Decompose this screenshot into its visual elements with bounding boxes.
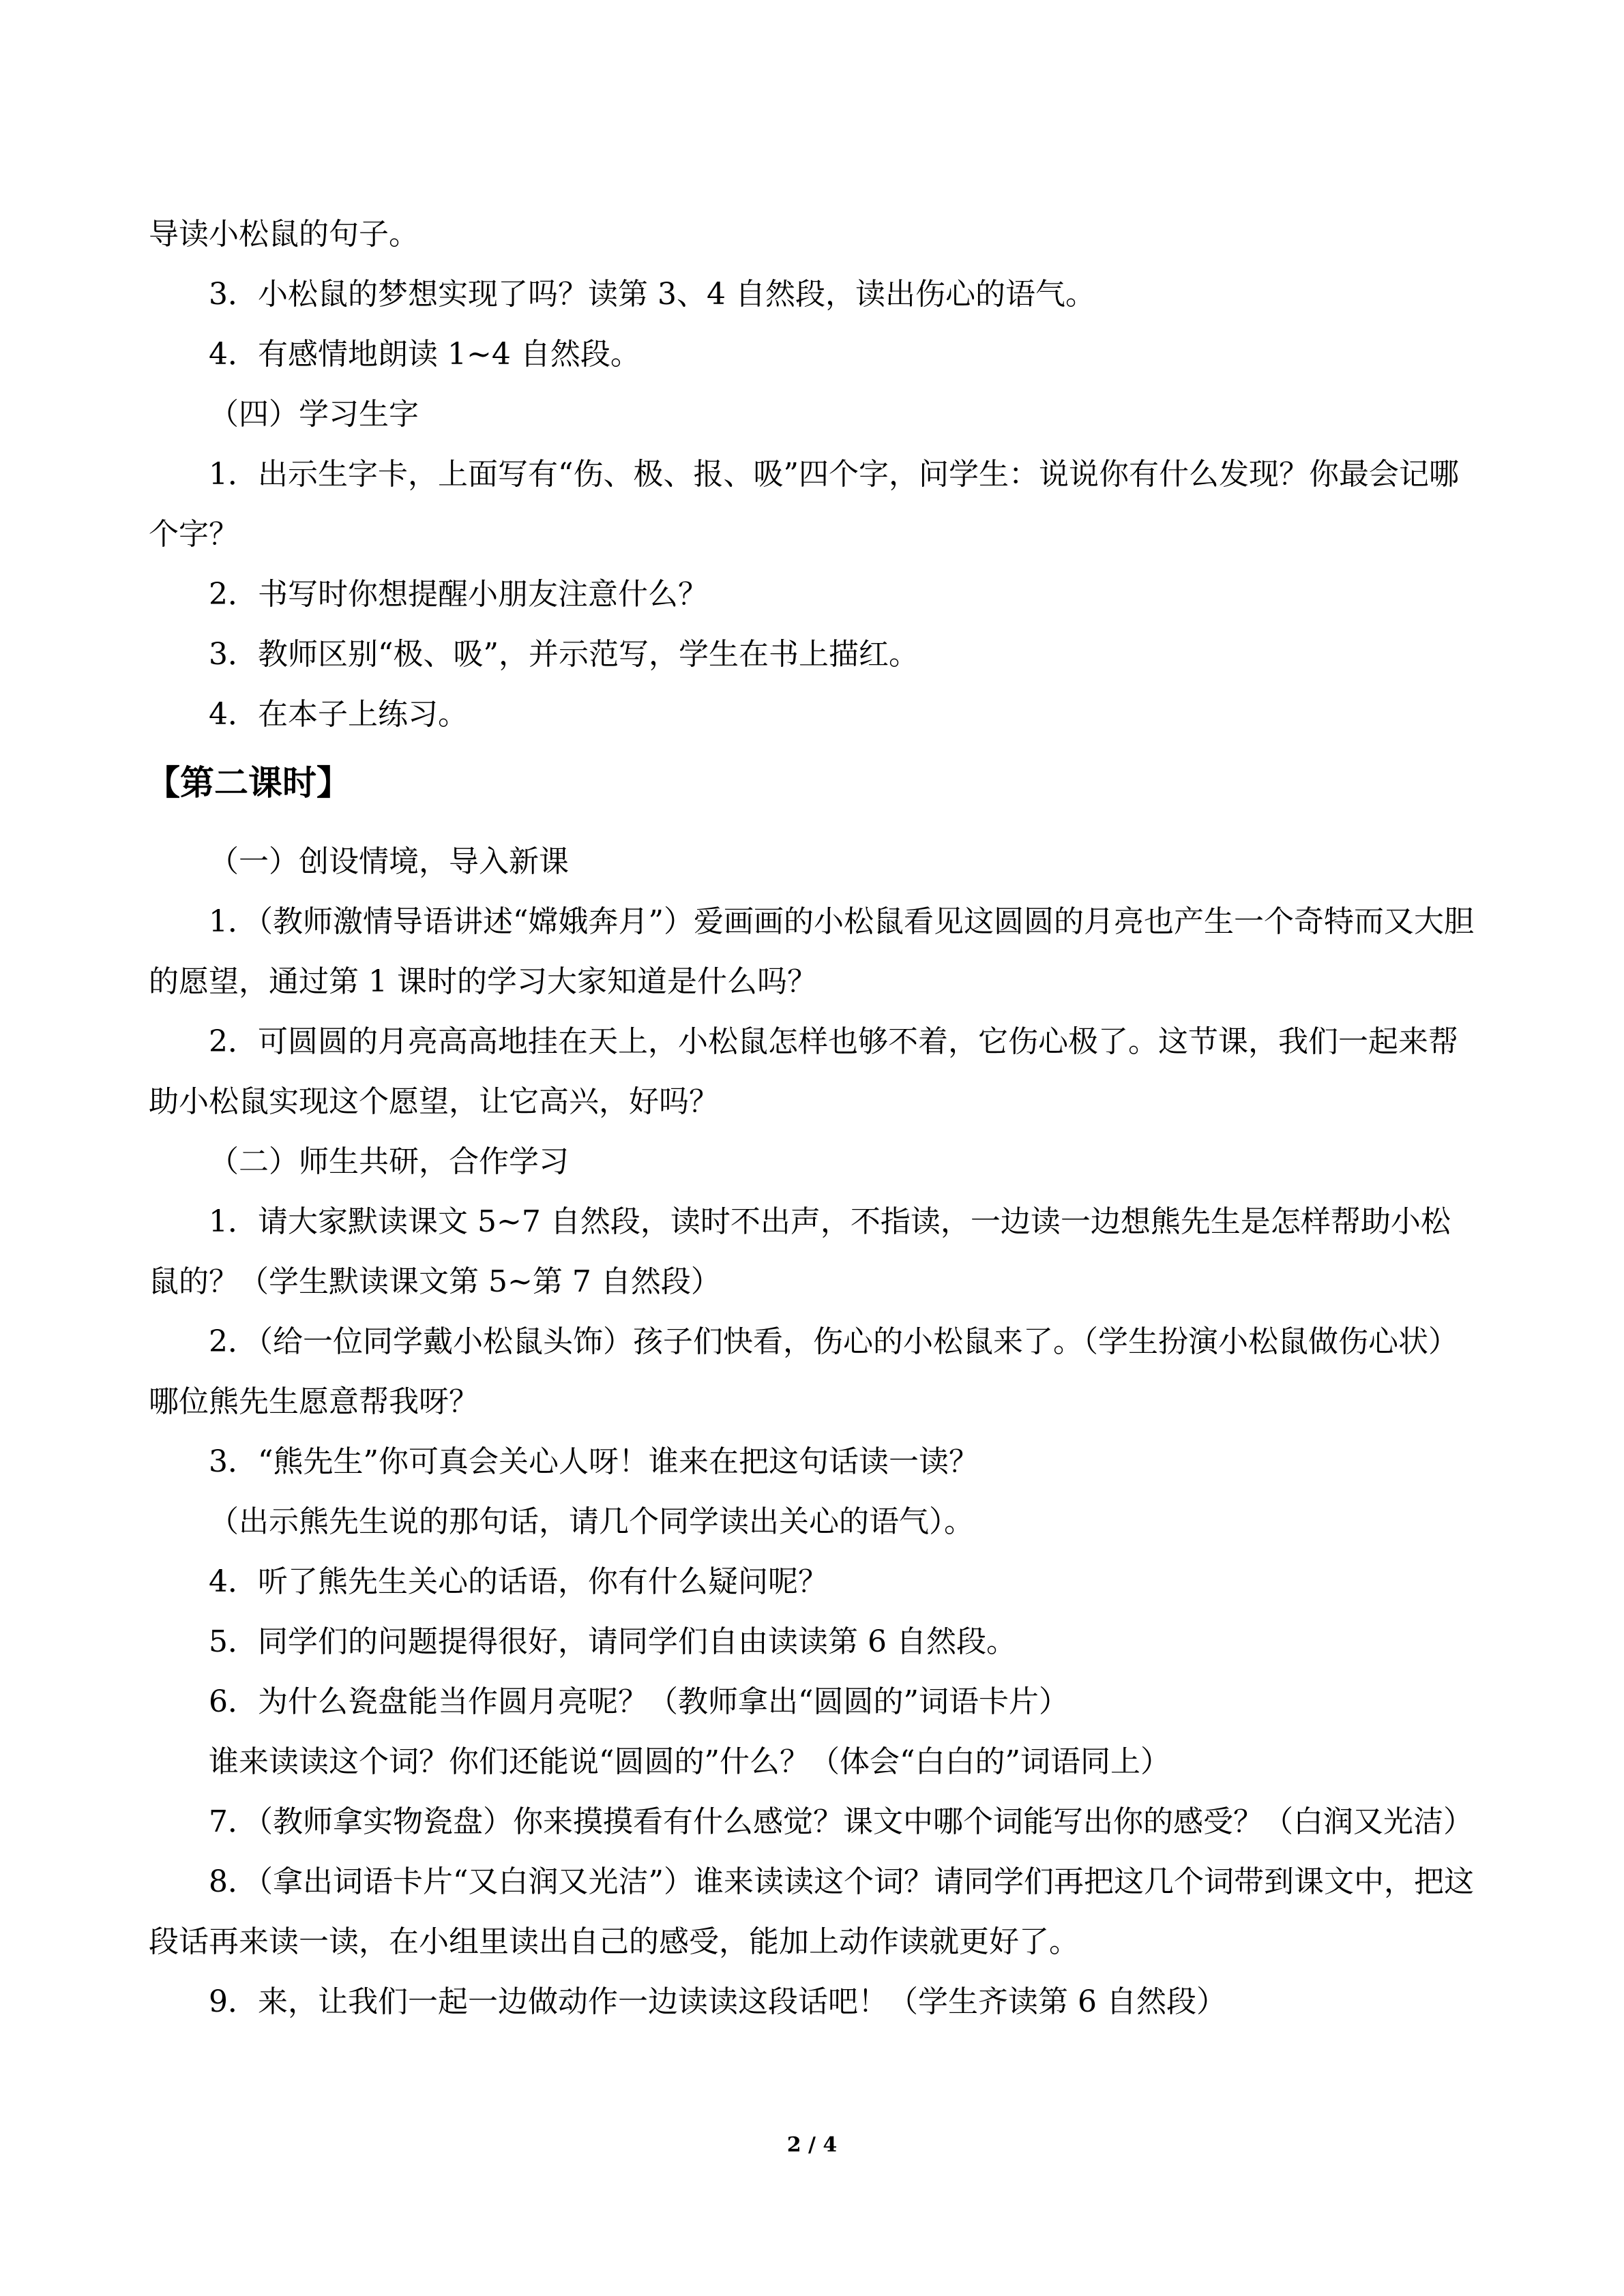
paragraph: 8．（拿出词语卡片“又白润又光洁”）谁来读读这个词？请同学们再把这几个词带到课文中，把这段话再来读一读，在小组里读出自己的感受，能加上动作读就更好了。: [149, 1864, 1474, 1959]
paragraph: 5．同学们的问题提得很好，请同学们自由读读第 6 自然段。: [209, 1624, 1016, 1659]
paragraph: 7．（教师拿实物瓷盘）你来摸摸看有什么感觉？课文中哪个词能写出你的感受？（白润又光洁）: [209, 1804, 1473, 1839]
page-number: 2 / 4: [786, 2133, 838, 2157]
paragraph: （二）师生共研，合作学习: [209, 1144, 569, 1179]
paragraph: 1．请大家默读课文 5~7 自然段，读时不出声，不指读，一边读一边想熊先生是怎样帮助小松鼠的？（学生默读课文第 5~第 7 自然段）: [149, 1204, 1451, 1299]
paragraph: 2．书写时你想提醒小朋友注意什么？: [209, 577, 708, 612]
paragraph: 2．（给一位同学戴小松鼠头饰）孩子们快看，伤心的小松鼠来了。（学生扮演小松鼠做伤心状）哪位熊先生愿意帮我呀？: [149, 1324, 1458, 1419]
page-content: [146, 205, 1475, 2032]
paragraph: 3．小松鼠的梦想实现了吗？读第 3、4 自然段，读出伤心的语气。: [209, 277, 1095, 312]
paragraph: 1．出示生字卡，上面写有“伤、极、报、吸”四个字，问学生：说说你有什么发现？你最会记哪个字？: [149, 457, 1459, 552]
paragraph: 3．“熊先生”你可真会关心人呀！谁来在把这句话读一读？: [209, 1444, 979, 1479]
paragraph: 2．可圆圆的月亮高高地挂在天上，小松鼠怎样也够不着，它伤心极了。这节课，我们一起来帮助小松鼠实现这个愿望，让它高兴，好吗？: [149, 1024, 1458, 1119]
paragraph: 6．为什么瓷盘能当作圆月亮呢？（教师拿出“圆圆的”词语卡片）: [209, 1684, 1069, 1719]
lesson-section-two: [149, 832, 1475, 2032]
paragraph: 3．教师区别“极、吸”，并示范写，学生在书上描红。: [209, 637, 919, 672]
paragraph: 1．（教师激情导语讲述“嫦娥奔月”）爱画画的小松鼠看见这圆圆的月亮也产生一个奇特而又大胆的愿望，通过第 1 课时的学习大家知道是什么吗？: [149, 904, 1474, 999]
paragraph: 4．有感情地朗读 1~4 自然段。: [209, 337, 640, 372]
paragraph: 4．听了熊先生关心的话语，你有什么疑问呢？: [209, 1564, 828, 1599]
paragraph: 9．来，让我们一起一边做动作一边读读这段话吧！（学生齐读第 6 自然段）: [209, 1984, 1226, 2019]
lesson-section-one-tail: [149, 205, 1475, 745]
paragraph: （出示熊先生说的那句话，请几个同学读出关心的语气）。: [209, 1504, 974, 1539]
paragraph: （四）学习生字: [209, 397, 419, 432]
section-heading-second-lesson: 【第二课时】: [146, 763, 351, 803]
paragraph: 4．在本子上练习。: [209, 697, 468, 732]
paragraph: 导读小松鼠的句子。: [149, 217, 419, 252]
paragraph: 谁来读读这个词？你们还能说“圆圆的”什么？（体会“白白的”词语同上）: [209, 1744, 1170, 1779]
paragraph: （一）创设情境，导入新课: [209, 844, 569, 879]
